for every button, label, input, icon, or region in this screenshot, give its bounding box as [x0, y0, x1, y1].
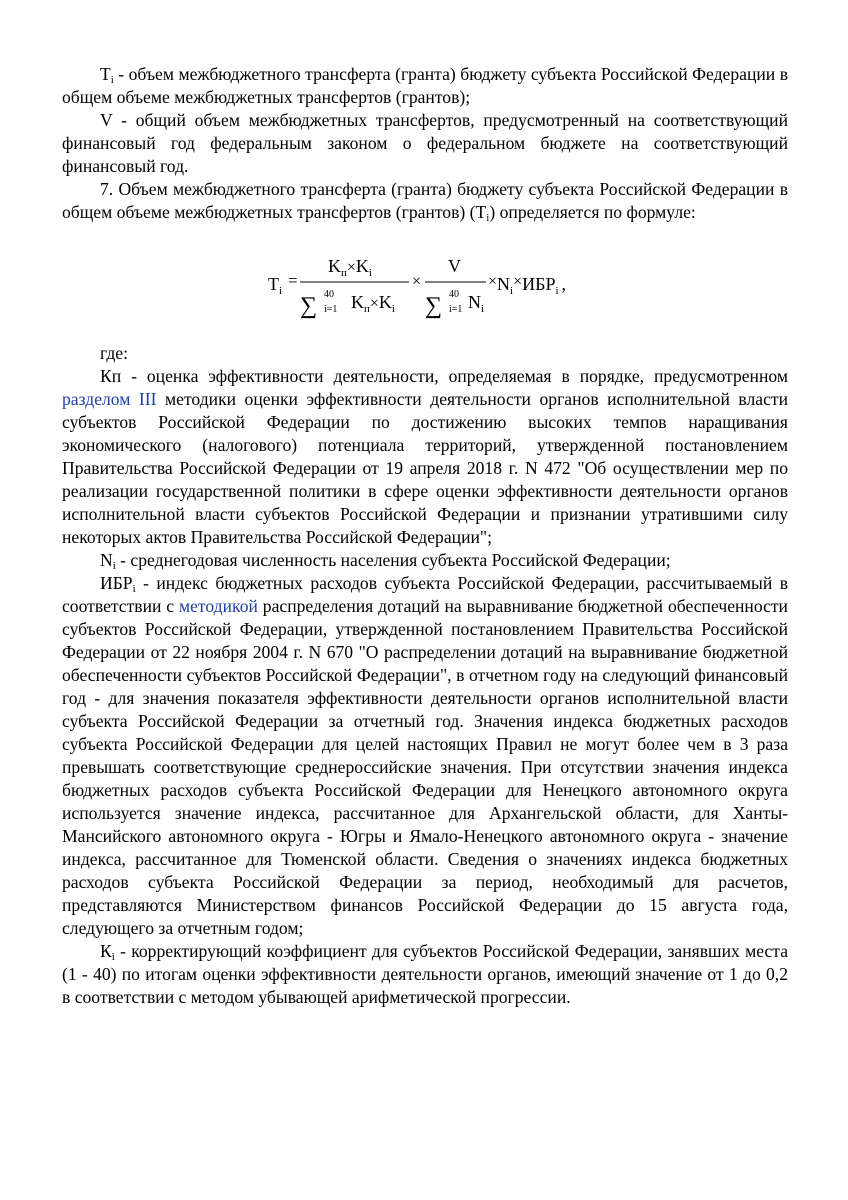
definition-text: - среднегодовая численность населения субъекта Российской Федерации;: [115, 550, 671, 570]
fraction1-sum-upper: 40: [324, 289, 334, 300]
symbol-ti: [100, 64, 114, 84]
definition-kn: [62, 365, 788, 549]
symbol-subscript: i: [486, 212, 490, 224]
definition-text: распределения дотаций на выравнивание бюджетной обеспеченности субъектов Российской Федерации, утвержденной постановлением Правительства Российской Федерации от 22 ноября 2004 г. N 670 "О распределении дотаций на выравнивание бюджетной обеспеченности субъектов Российской Федерации", в отчетном году на следующий финансовый год - для значения показателя эффективности деятельности органов исполнительной власти субъекта Российской Федерации за отчетный год. Значения индекса бюджетных расходов субъекта Российской Федерации для целей настоящих Правил не могут более чем в 3 раза превышать соответствующие среднероссийские значения. При отсутствии значения индекса бюджетных расходов субъекта Российской Федерации для Ненецкого автономного округа используется значение индекса, рассчитанное для Архангельской области, для Ханты-Мансийского автономного округа - Югры и Ямало-Ненецкого автономного округа - значение индекса, рассчитанное для Тюменской области. Сведения о значениях индекса бюджетных расходов субъекта Российской Федерации за период, необходимый для расчетов, представляются Министерством финансов Российской Федерации до 15 августа года, следующего за отчетным годом;: [62, 596, 788, 938]
symbol-ki: [100, 941, 115, 961]
symbol-ni: [100, 550, 116, 570]
formula-tail: $\times N_i\times ИБР_i$ ,: [488, 273, 567, 297]
definition-ki: [62, 940, 788, 1009]
definition-text: - оценка эффективности деятельности, определяемая в порядке, предусмотренном: [121, 366, 788, 386]
paragraph-text: ) определяется по формуле:: [489, 202, 696, 222]
definition-text: - объем межбюджетного трансферта (гранта) бюджету субъекта Российской Федерации в общем объеме межбюджетных трансфертов (грантов);: [62, 64, 788, 107]
fraction1-numerator: $K_п\times K_i$: [328, 256, 372, 279]
fraction2-sum-upper: 40: [449, 289, 459, 300]
fraction2-sum-lower: i=1: [449, 304, 463, 315]
fraction1-sigma: ∑: [300, 293, 318, 319]
symbol-subscript: i: [111, 951, 115, 963]
paragraph-text: 7. Объем межбюджетного трансферта (гранта) бюджету субъекта Российской Федерации в общем объеме межбюджетных трансфертов (грантов) (T: [62, 179, 788, 222]
definition-text: - корректирующий коэффициент для субъектов Российской Федерации, занявших места (1 - 40) по итогам оценки эффективности деятельности органов, имеющий значение от 1 до 0,2 в соответствии с методом убывающей арифметической прогрессии.: [62, 941, 788, 1007]
symbol-text: ИБР: [100, 573, 133, 593]
formula-times-1: ×: [412, 273, 422, 290]
link-section-iii[interactable]: разделом III: [62, 389, 157, 409]
symbol-subscript: i: [132, 583, 136, 595]
document-page: [62, 63, 788, 1009]
fraction1-denominator: $K_п\times K_i$: [351, 292, 395, 315]
formula: [62, 224, 788, 342]
symbol-text: T: [100, 64, 111, 84]
symbol-text: N: [100, 550, 113, 570]
symbol-text: К: [100, 941, 112, 961]
fraction1-sum-lower: i=1: [324, 304, 338, 315]
definition-ni: [62, 549, 788, 572]
formula-equals: =: [288, 271, 298, 290]
formula-svg: [62, 224, 788, 342]
link-methodology[interactable]: методикой: [178, 596, 258, 616]
where-label: где:: [100, 343, 128, 363]
symbol-subscript: i: [112, 560, 116, 572]
fraction2-numerator: V: [448, 256, 461, 276]
symbol-subscript: i: [110, 74, 114, 86]
definition-v: [62, 109, 788, 178]
symbol-ibr: [100, 573, 136, 593]
definition-text: методики оценки эффективности деятельности органов исполнительной власти субъектов Российской Федерации по достижению высоких темпов наращивания экономического (налогового) потенциала территорий, утвержденной постановлением Правительства Российской Федерации от 19 апреля 2018 г. N 472 "Об осуществлении мер по реализации государственной политики в сфере оценки эффективности деятельности органов исполнительной власти субъектов Российской Федерации и признании утратившими силу некоторых актов Правительства Российской Федерации";: [62, 389, 788, 547]
definition-text: V - общий объем межбюджетных трансфертов, предусмотренный на соответствующий финансовый год федеральным законом о федеральном бюджете на соответствующий финансовый год.: [62, 110, 788, 176]
definition-text: - индекс бюджетных расходов субъекта Российской Федерации, рассчитываемый в соответствии с: [62, 573, 788, 616]
definition-ti: [62, 63, 788, 109]
fraction2-sigma: ∑: [425, 293, 443, 319]
paragraph-7: [62, 178, 788, 224]
symbol-kn: Кп: [100, 366, 122, 386]
fraction2-denominator: $N_i$: [468, 292, 485, 315]
formula-lhs: $T_i$: [268, 274, 283, 297]
definition-ibr: [62, 572, 788, 940]
